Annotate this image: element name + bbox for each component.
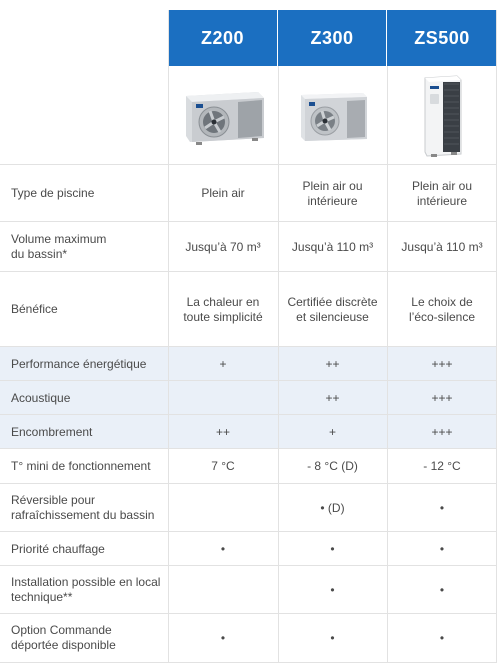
table-cell: Jusqu’à 110 m³: [291, 239, 374, 254]
table-cell: Jusqu’à 70 m³: [185, 239, 261, 254]
grid-line: [278, 66, 279, 662]
table-cell: • (D): [320, 500, 345, 515]
row-label: Volume maximum du bassin*: [11, 232, 107, 261]
grid-line: [0, 565, 497, 566]
table-cell: ++: [325, 356, 340, 371]
grid-line: [0, 380, 497, 381]
grid-line: [0, 662, 497, 663]
row-label: Acoustique: [11, 390, 71, 405]
row-label: Installation possible en local technique**: [11, 575, 161, 604]
table-cell: - 12 °C: [423, 459, 461, 473]
table-cell: Plein air ou intérieure: [411, 178, 473, 208]
table-cell: 7 °C: [211, 459, 235, 473]
table-cell: ++: [325, 390, 340, 405]
table-cell: +: [328, 424, 336, 439]
grid-line: [0, 414, 497, 415]
table-row: [0, 484, 497, 532]
table-row: [0, 347, 497, 381]
table-cell: •: [220, 541, 226, 556]
table-cell: - 8 °C (D): [307, 459, 358, 473]
table-cell: +++: [431, 424, 453, 439]
row-label: Type de piscine: [11, 186, 95, 200]
table-cell: Le choix de l’éco-silence: [408, 294, 476, 324]
row-label: Option Commande déportée disponible: [11, 623, 116, 652]
table-cell: [168, 484, 278, 532]
table-cell: •: [439, 630, 445, 645]
table-cell: Certifiée discrète et silencieuse: [287, 294, 378, 324]
table-row: [0, 449, 497, 484]
table-row: [0, 272, 497, 347]
grid-line: [387, 66, 388, 662]
header-empty-cell: [0, 10, 168, 66]
table-cell: +: [219, 356, 227, 371]
table-cell: •: [439, 582, 445, 597]
grid-line: [0, 613, 497, 614]
product-image-z300: [278, 66, 387, 164]
table-row: [0, 532, 497, 566]
table-cell: •: [439, 541, 445, 556]
table-cell: Plein air ou intérieure: [302, 178, 363, 208]
table-cell: •: [439, 500, 445, 515]
image-empty-cell: [0, 66, 168, 164]
column-header-zs500: ZS500: [387, 10, 497, 66]
table-cell: +++: [431, 390, 453, 405]
row-label: Réversible pour rafraîchissement du bassin: [11, 493, 155, 522]
row-label: T° mini de fonctionnement: [11, 459, 151, 473]
row-label: Performance énergétique: [11, 356, 147, 371]
row-label: Encombrement: [11, 424, 93, 439]
header-row: [0, 10, 497, 66]
table-row: [0, 415, 497, 449]
table-cell: ++: [215, 424, 230, 439]
table-cell: •: [220, 630, 226, 645]
product-image-row: [0, 66, 497, 164]
row-label: Priorité chauffage: [11, 541, 105, 556]
grid-line: [0, 531, 497, 532]
grid-line: [0, 221, 497, 222]
table-cell: [168, 381, 278, 415]
table-cell: La chaleur en toute simplicité: [183, 294, 263, 324]
heat-pump-compact-icon: [295, 83, 371, 147]
grid-line: [0, 271, 497, 272]
table-cell: •: [330, 630, 335, 645]
heat-pump-vertical-icon: [417, 72, 467, 158]
heat-pump-horizontal-icon: [180, 82, 266, 148]
table-cell: +++: [431, 356, 453, 371]
product-image-zs500: [387, 66, 497, 164]
column-header-z200: Z200: [168, 10, 278, 66]
table-cell: •: [330, 582, 335, 597]
grid-line: [0, 483, 497, 484]
table-cell: [168, 566, 278, 614]
column-header-z300: Z300: [278, 10, 387, 66]
table-row: [0, 566, 497, 614]
table-row: [0, 381, 497, 415]
product-image-z200: [168, 66, 278, 164]
table-row: [0, 165, 497, 222]
grid-line: [0, 164, 497, 165]
grid-line: [0, 448, 497, 449]
row-label: Bénéfice: [11, 302, 58, 316]
table-cell: Jusqu’à 110 m³: [401, 239, 483, 254]
table-cell: •: [330, 541, 335, 556]
table-cell: Plein air: [201, 186, 245, 200]
table-row: [0, 222, 497, 272]
table-row: [0, 614, 497, 662]
grid-line: [0, 346, 497, 347]
